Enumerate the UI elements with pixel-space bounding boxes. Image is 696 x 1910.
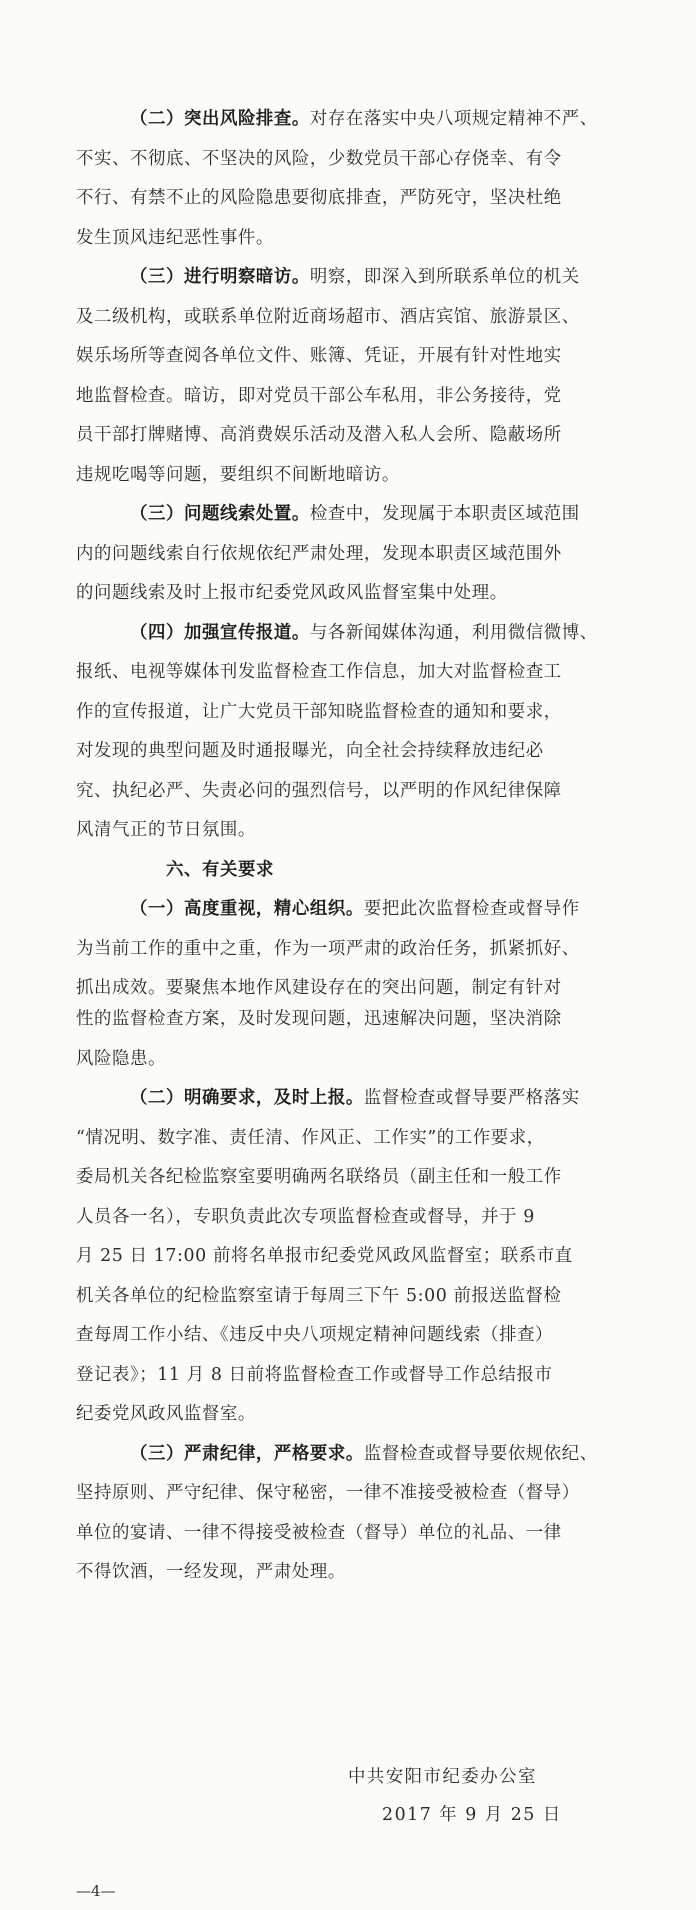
text-line: 委局机关各纪检监察室要明确两名联络员（副主任和一般工作 bbox=[76, 1167, 562, 1187]
text-line bbox=[76, 890, 606, 930]
text-line: 发生顶风违纪恶性事件。 bbox=[76, 227, 274, 248]
line-text: 监督检查或督导要依规依纪、 bbox=[363, 1443, 598, 1464]
text-line: 不得饮酒，一经发现，严肃处理。 bbox=[76, 1562, 346, 1582]
text-line: 内的问题线索自行依规依纪严肃处理，发现本职责区域范围外 bbox=[76, 543, 562, 564]
text-line bbox=[76, 614, 606, 654]
text-block-lower bbox=[76, 1000, 606, 1593]
text-line: 性的监督检查方案，及时发现问题，迅速解决问题，坚决消除 bbox=[76, 1009, 562, 1029]
text-line: 月 25 日 17:00 前将名单报市纪委党风政风监督室；联系市直 bbox=[76, 1246, 573, 1266]
text-line: 坚持原则、严守纪律、保守秘密，一律不准接受被检查（督导） bbox=[76, 1483, 580, 1503]
text-line: 机关各单位的纪检监察室请于每周三下午 5:00 前报送监督检 bbox=[76, 1285, 562, 1306]
text-line: 的问题线索及时上报市纪委党风政风监督室集中处理。 bbox=[76, 583, 508, 603]
text-line: 员干部打牌赌博、高消费娱乐活动及潜入私人会所、隐蔽场所 bbox=[76, 425, 562, 445]
line-text: 检查中，发现属于本职责区域范围 bbox=[309, 504, 580, 524]
text-line: 报纸、电视等媒体刊发监督检查工作信息，加大对监督检查工 bbox=[76, 662, 562, 682]
text-line bbox=[76, 495, 606, 535]
text-line bbox=[76, 1435, 606, 1475]
text-line: 地监督检查。暗访，即对党员干部公车私用，非公务接待，党 bbox=[76, 385, 562, 406]
text-line: 不实、不彻底、不坚决的风险，少数党员干部心存侥幸、有令 bbox=[76, 148, 562, 169]
text-line: 究、执纪必严、失责必问的强烈信号，以严明的作风纪律保障 bbox=[76, 780, 562, 801]
line-text: 对存在落实中央八项规定精神不严、 bbox=[309, 109, 598, 129]
paragraph-lead: （一）高度重视，精心组织。 bbox=[130, 899, 364, 919]
text-line: 为当前工作的重中之重，作为一项严肃的政治任务，抓紧抓好、 bbox=[76, 938, 580, 959]
text-line: 不行、有禁不止的风险隐患要彻底排查，严防死守，坚决杜绝 bbox=[76, 188, 562, 208]
text-line: 查每周工作小结、《违反中央八项规定精神问题线索（排查） bbox=[76, 1325, 554, 1345]
line-text: 监督检查或督导要严格落实 bbox=[363, 1088, 580, 1108]
line-text: 明察，即深入到所联系单位的机关 bbox=[309, 267, 580, 287]
text-line: 风险隐患。 bbox=[76, 1048, 166, 1069]
paragraph-lead: （三）进行明察暗访。 bbox=[130, 267, 310, 287]
text-line: 人员各一名），专职负责此次专项监督检查或督导，并于 9 bbox=[76, 1206, 535, 1227]
text-line: 对发现的典型问题及时通报曝光，向全社会持续释放违纪必 bbox=[76, 741, 544, 761]
text-block-upper bbox=[76, 100, 606, 1009]
text-line bbox=[76, 258, 606, 298]
paragraph-lead: （三）严肃纪律，严格要求。 bbox=[130, 1443, 364, 1464]
text-line: 登记表》；11 月 8 日前将监督检查工作或督导工作总结报市 bbox=[76, 1364, 553, 1385]
paragraph-lead: （三）问题线索处置。 bbox=[130, 504, 310, 524]
text-line: 纪委党风政风监督室。 bbox=[76, 1404, 256, 1424]
text-line: 娱乐场所等查阅各单位文件、账簿、凭证，开展有针对性地实 bbox=[76, 346, 562, 366]
paragraph-lead: （二）明确要求，及时上报。 bbox=[130, 1088, 364, 1108]
paragraph-lead: （二）突出风险排查。 bbox=[130, 109, 310, 129]
text-line: 作的宣传报道，让广大党员干部知晓监督检查的通知和要求， bbox=[76, 701, 562, 722]
text-line: 单位的宴请、一律不得接受被检查（督导）单位的礼品、一律 bbox=[76, 1522, 562, 1543]
text-line bbox=[76, 100, 606, 140]
text-line: 风清气正的节日氛围。 bbox=[76, 820, 256, 840]
section-heading: 六、有关要求 bbox=[166, 859, 274, 880]
page-number: —4— bbox=[76, 1882, 116, 1900]
signature-date: 2017 年 9 月 25 日 bbox=[382, 1805, 562, 1825]
text-line bbox=[76, 1079, 606, 1119]
signature-org: 中共安阳市纪委办公室 bbox=[348, 1767, 537, 1787]
line-text: 与各新闻媒体沟通，利用微信微博、 bbox=[309, 622, 598, 643]
paragraph-lead: （四）加强宣传报道。 bbox=[130, 622, 310, 643]
text-line: 及二级机构，或联系单位附近商场超市、酒店宾馆、旅游景区、 bbox=[76, 306, 580, 327]
line-text: 要把此次监督检查或督导作 bbox=[363, 899, 580, 919]
text-line: 抓出成效。要聚焦本地作风建设存在的突出问题，制定有针对 bbox=[76, 978, 562, 998]
text-line: 违规吃喝等问题，要组织不间断地暗访。 bbox=[76, 464, 400, 485]
text-line: “情况明、数字准、责任清、作风正、工作实”的工作要求， bbox=[76, 1127, 545, 1148]
